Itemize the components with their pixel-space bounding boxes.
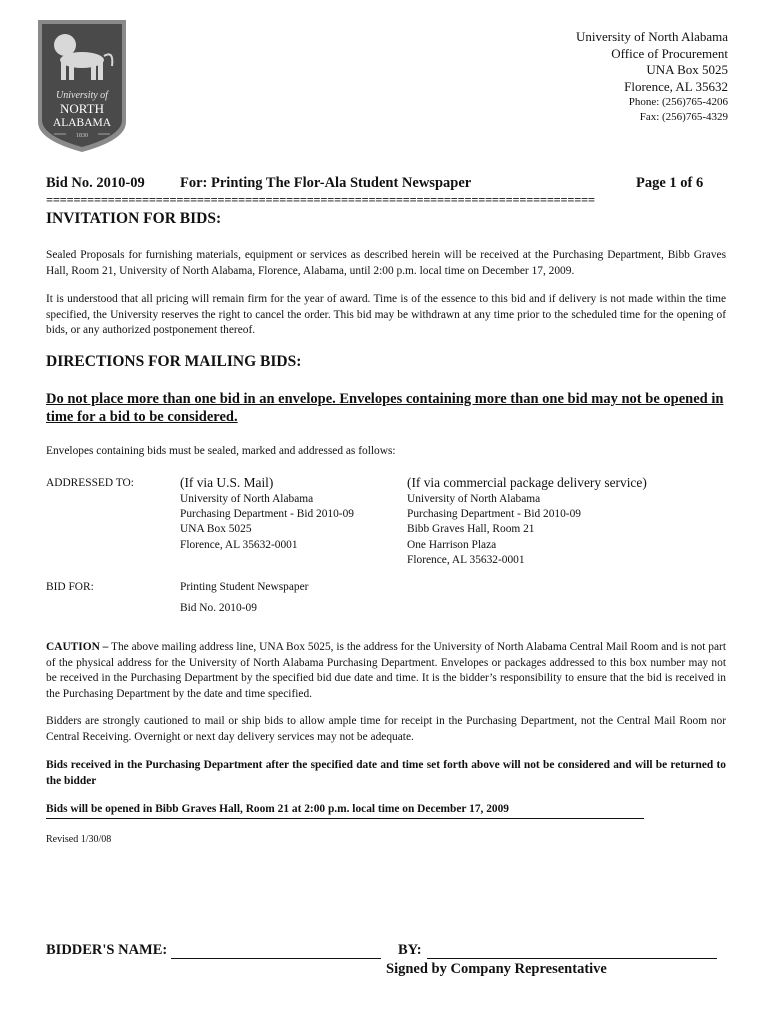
address-line: Purchasing Department - Bid 2010-09 [407, 508, 581, 521]
mailing-warning: Do not place more than one bid in an envelope. Envelopes containing more than one bid may not be opened in time for a bid to be considered. [46, 391, 724, 425]
mailing-heading: DIRECTIONS FOR MAILING BIDS: [46, 353, 302, 370]
address-line: Office of Procurement [611, 45, 728, 61]
address-line: University of North Alabama [407, 493, 541, 505]
invitation-heading: INVITATION FOR BIDS: [46, 210, 222, 227]
separator: ================================================================================ [46, 193, 595, 207]
address-line: University of North Alabama [576, 29, 728, 44]
bid-number: Bid No. 2010-09 [46, 175, 145, 191]
us-mail-address [180, 474, 354, 553]
svg-text:University of: University of [56, 90, 108, 101]
late-bid-notice: Bids received in the Purchasing Department after the specified date and time set forth above will not be considered and will be returned to the bidder [46, 759, 726, 787]
svg-text:1830: 1830 [76, 133, 88, 139]
address-line: Florence, AL 35632-0001 [407, 553, 525, 566]
commercial-address [407, 474, 647, 568]
phone-number: Phone: (256)765-4206 [628, 96, 728, 108]
shield-icon [36, 18, 128, 154]
opening-underline [46, 818, 644, 819]
bid-for-label: BID FOR: [46, 581, 94, 593]
fax-number: Fax: (256)765-4329 [639, 111, 728, 123]
invitation-paragraph-2: It is understood that all pricing will remain firm for the year of award. Time is of the essence to this bid and if delivery is not made within the time specified, the University reserves the right to cancel the order. This bid may be withdrawn at any time prior to the scheduled time for the opening of bids, or any authorized postponement thereof. [46, 293, 726, 337]
opening-notice: Bids will be opened in Bibb Graves Hall, Room 21 at 2:00 p.m. local time on December 17, 2009 [46, 803, 510, 815]
addressed-to-label: ADDRESSED TO: [46, 477, 134, 489]
revised-date: Revised 1/30/08 [46, 834, 112, 845]
bidder-name-line[interactable] [171, 958, 381, 959]
caution-label: CAUTION – [46, 641, 109, 653]
address-line: Bibb Graves Hall, Room 21 [407, 523, 535, 536]
address-line: One Harrison Plaza [407, 538, 497, 551]
bid-for: For: Printing The Flor-Ala Student Newspaper [180, 175, 472, 191]
university-logo [36, 18, 128, 154]
header-address [576, 29, 728, 125]
svg-text:NORTH: NORTH [60, 101, 104, 116]
caution-paragraph [46, 640, 726, 702]
signature-line[interactable] [427, 958, 717, 959]
address-line: Florence, AL 35632 [624, 78, 728, 94]
svg-text:ALABAMA: ALABAMA [52, 117, 112, 129]
commercial-title: (If via commercial package delivery service) [407, 475, 647, 490]
page-number: Page 1 of 6 [636, 175, 704, 191]
bidder-name-label: BIDDER'S NAME: [46, 942, 168, 958]
address-line: Florence, AL 35632-0001 [180, 538, 298, 551]
signed-by-label: Signed by Company Representative [386, 961, 607, 977]
address-line: UNA Box 5025 [180, 523, 252, 536]
bid-for-value: Printing Student Newspaper [180, 581, 309, 593]
caution-paragraph-2: Bidders are strongly cautioned to mail or ship bids to allow ample time for receipt in the Purchasing Department, not the Central Mail Room nor Central Receiving. Overnight or next day delivery services may not be adequate. [46, 715, 726, 743]
address-line: Purchasing Department - Bid 2010-09 [180, 508, 354, 521]
us-mail-title: (If via U.S. Mail) [180, 475, 274, 490]
address-line: UNA Box 5025 [646, 62, 728, 77]
invitation-paragraph-1: Sealed Proposals for furnishing materials, equipment or services as described herein will be received at the Purchasing Department, Bibb Graves Hall, Room 21, University of North Alabama, Florence, Alabama, until 2:00 p.m. local time on December 17, 2009. [46, 249, 726, 277]
by-label: BY: [398, 942, 422, 958]
address-line: University of North Alabama [180, 493, 314, 505]
mailing-instructions: Envelopes containing bids must be sealed, marked and addressed as follows: [46, 445, 396, 457]
bid-for-number: Bid No. 2010-09 [180, 602, 257, 614]
caution-text: The above mailing address line, UNA Box 5025, is the address for the University of North Alabama Central Mail Room and is not part of the physical address for the University of North Alabama Purchasing Department. Envelopes or packages addressed to this box number may not be received in the Purchasing Department by the specified bid due date and time. It is the bidder’s responsibility to ensure that the bid is received in the Purchasing Department by the date and time specified. [46, 641, 726, 700]
